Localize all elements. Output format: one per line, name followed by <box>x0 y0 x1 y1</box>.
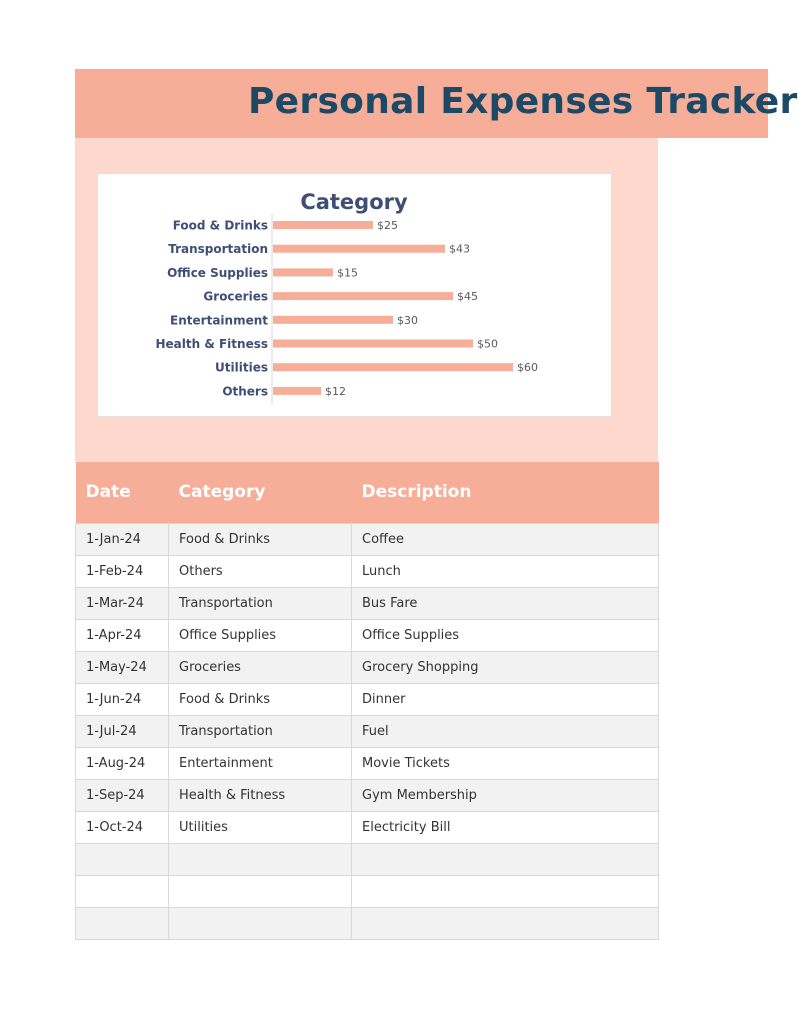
bar-data-label: $45 <box>457 290 478 304</box>
date-cell[interactable]: 1-Jun-24 <box>76 683 169 715</box>
category-cell[interactable]: Health & Fitness <box>169 779 352 811</box>
table-body <box>76 523 659 939</box>
description-cell[interactable]: Electricity Bill <box>352 811 659 843</box>
bar-food-drinks[interactable] <box>273 221 373 229</box>
category-cell[interactable]: Food & Drinks <box>169 523 352 555</box>
bar-data-label: $60 <box>517 361 538 375</box>
table-row <box>76 747 659 779</box>
expenses-table-wrap <box>75 462 658 940</box>
description-cell[interactable]: Coffee <box>352 523 659 555</box>
description-cell[interactable]: Fuel <box>352 715 659 747</box>
bar-groceries[interactable] <box>273 292 453 300</box>
category-cell[interactable] <box>169 843 352 875</box>
table-row <box>76 523 659 555</box>
category-cell[interactable]: Food & Drinks <box>169 683 352 715</box>
bar-data-label: $30 <box>397 313 418 327</box>
date-cell[interactable]: 1-Jan-24 <box>76 523 169 555</box>
table-header-row <box>76 462 659 523</box>
column-header-category[interactable]: Category <box>178 482 266 503</box>
category-tick-label: Entertainment <box>170 313 268 328</box>
category-tick-label: Transportation <box>168 242 268 257</box>
bar-data-label: $50 <box>477 337 498 351</box>
date-cell[interactable]: 1-Apr-24 <box>76 619 169 651</box>
category-tick-label: Health & Fitness <box>155 337 268 351</box>
column-header-description[interactable]: Description <box>361 482 472 503</box>
bar-office-supplies[interactable] <box>273 268 333 276</box>
category-cell[interactable] <box>169 875 352 907</box>
table-row <box>76 715 659 747</box>
category-tick-label: Food & Drinks <box>172 218 268 233</box>
category-cell[interactable]: Groceries <box>169 651 352 683</box>
bar-data-label: $25 <box>377 219 398 232</box>
description-cell[interactable] <box>352 875 659 907</box>
table-row <box>76 811 659 843</box>
table-row <box>76 875 659 907</box>
expenses-table <box>75 462 659 940</box>
bar-others[interactable] <box>273 387 321 395</box>
date-cell[interactable]: 1-May-24 <box>76 651 169 683</box>
bar-data-label: $43 <box>449 242 470 256</box>
category-cell[interactable]: Transportation <box>169 587 352 619</box>
date-cell[interactable] <box>76 875 169 907</box>
description-cell[interactable]: Bus Fare <box>352 587 659 619</box>
table-row <box>76 683 659 715</box>
date-cell[interactable]: 1-Mar-24 <box>76 587 169 619</box>
bar-utilities[interactable] <box>273 363 513 371</box>
category-tick-label: Groceries <box>203 289 268 304</box>
category-cell[interactable]: Others <box>169 555 352 587</box>
bar-data-label: $12 <box>325 384 346 398</box>
category-bar-chart <box>98 174 611 416</box>
date-cell[interactable]: 1-Jul-24 <box>76 715 169 747</box>
category-cell[interactable]: Entertainment <box>169 747 352 779</box>
table-row <box>76 619 659 651</box>
bar-transportation[interactable] <box>273 245 445 253</box>
bar-entertainment[interactable] <box>273 316 393 324</box>
category-cell[interactable]: Office Supplies <box>169 619 352 651</box>
category-tick-label: Others <box>222 384 268 399</box>
column-header-date[interactable]: Date <box>85 482 131 503</box>
category-tick-label: Office Supplies <box>167 265 268 280</box>
category-cell[interactable]: Transportation <box>169 715 352 747</box>
description-cell[interactable]: Movie Tickets <box>352 747 659 779</box>
table-row <box>76 555 659 587</box>
chart-container[interactable] <box>97 173 612 417</box>
category-cell[interactable]: Utilities <box>169 811 352 843</box>
description-cell[interactable] <box>352 907 659 939</box>
description-cell[interactable]: Gym Membership <box>352 779 659 811</box>
description-cell[interactable]: Dinner <box>352 683 659 715</box>
category-tick-label: Utilities <box>215 360 268 375</box>
date-cell[interactable]: 1-Aug-24 <box>76 747 169 779</box>
table-row <box>76 843 659 875</box>
date-cell[interactable] <box>76 843 169 875</box>
table-row <box>76 907 659 939</box>
category-cell[interactable] <box>169 907 352 939</box>
description-cell[interactable]: Lunch <box>352 555 659 587</box>
description-cell[interactable]: Grocery Shopping <box>352 651 659 683</box>
date-cell[interactable]: 1-Sep-24 <box>76 779 169 811</box>
date-cell[interactable]: 1-Feb-24 <box>76 555 169 587</box>
date-cell[interactable] <box>76 907 169 939</box>
bar-data-label: $15 <box>337 266 358 280</box>
table-row <box>76 651 659 683</box>
description-cell[interactable]: Office Supplies <box>352 619 659 651</box>
table-row <box>76 779 659 811</box>
table-row <box>76 587 659 619</box>
chart-title: Category <box>300 190 408 214</box>
title-clip <box>75 69 798 138</box>
title-band <box>75 69 798 138</box>
description-cell[interactable] <box>352 843 659 875</box>
page-title: Personal Expenses Tracker <box>248 81 798 122</box>
bar-health-fitness[interactable] <box>273 340 473 348</box>
chart-panel <box>75 138 658 462</box>
date-cell[interactable]: 1-Oct-24 <box>76 811 169 843</box>
